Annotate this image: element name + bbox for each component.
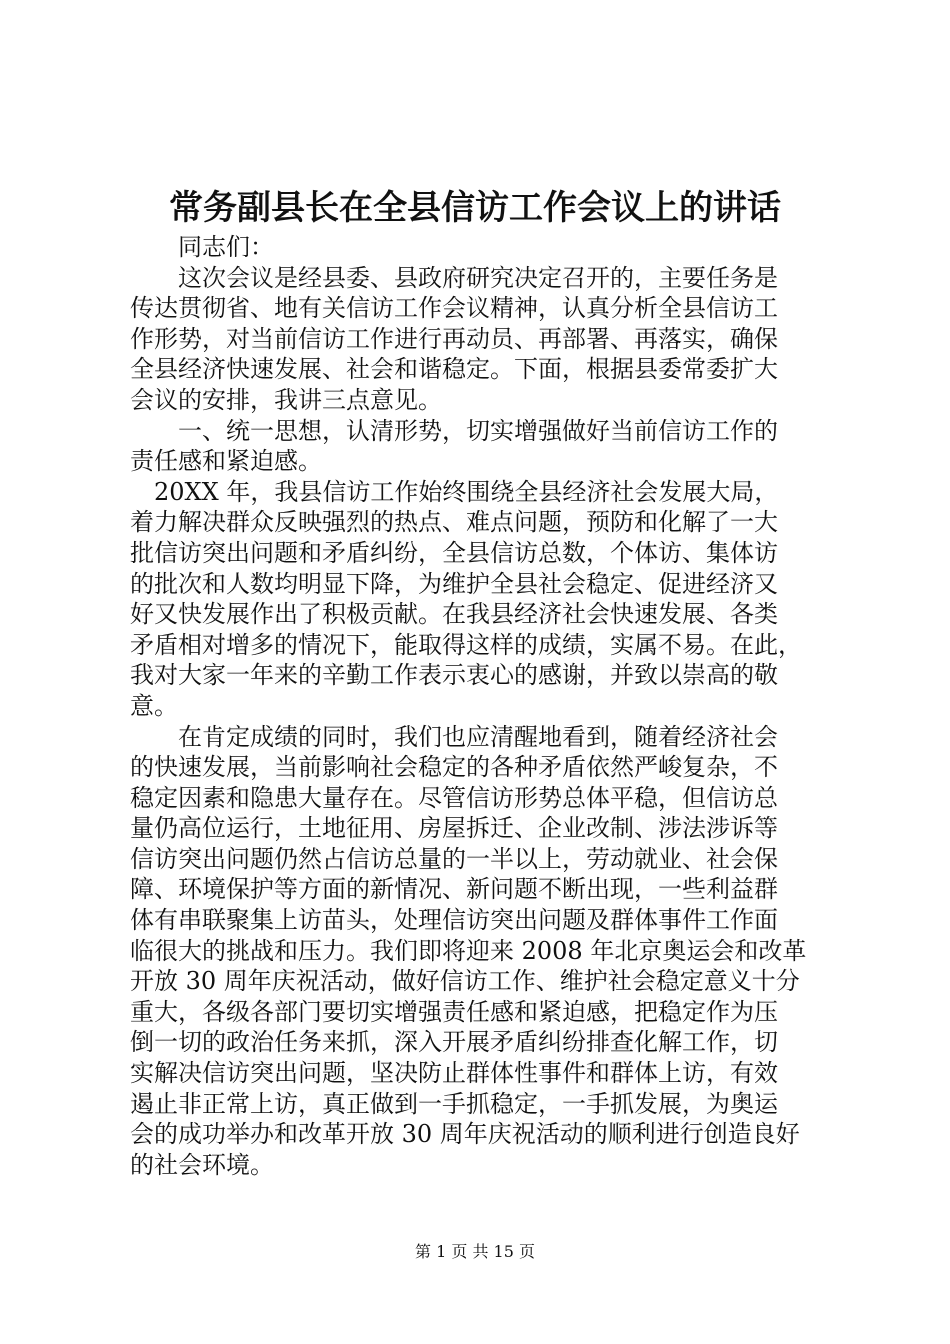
- text-line: 的社会环境。: [130, 1150, 274, 1179]
- text-line: 我对大家一年来的辛勤工作表示衷心的感谢，并致以崇高的敬: [130, 661, 778, 690]
- text-line: 会议的安排，我讲三点意见。: [130, 385, 442, 414]
- text-line: 体有串联聚集上访苗头，处理信访突出问题及群体事件工作面: [130, 906, 778, 935]
- text-line: 倒一切的政治任务来抓，深入开展矛盾纠纷排查化解工作，切: [130, 1028, 778, 1057]
- text-line: 意。: [130, 691, 178, 720]
- text-line: 传达贯彻省、地有关信访工作会议精神，认真分析全县信访工: [130, 294, 778, 323]
- text-line: 量仍高位运行，土地征用、房屋拆迁、企业改制、涉法涉诉等: [130, 814, 778, 843]
- text-line: 作形势，对当前信访工作进行再动员、再部署、再落实，确保: [130, 324, 778, 353]
- text-line: 着力解决群众反映强烈的热点、难点问题，预防和化解了一大: [130, 508, 778, 537]
- text-line: 遏止非正常上访，真正做到一手抓稳定，一手抓发展，为奥运: [130, 1089, 778, 1118]
- text-line: 责任感和紧迫感。: [130, 447, 322, 476]
- text-line: 实解决信访突出问题，坚决防止群体性事件和群体上访，有效: [130, 1059, 778, 1088]
- text-line: 信访突出问题仍然占信访总量的一半以上，劳动就业、社会保: [130, 844, 778, 873]
- text-line: 矛盾相对增多的情况下，能取得这样的成绩，实属不易。在此，: [130, 630, 802, 659]
- document-title: 常务副县长在全县信访工作会议上的讲话: [169, 188, 781, 228]
- text-line: 一、统一思想，认清形势，切实增强做好当前信访工作的: [130, 416, 778, 445]
- text-line: 的批次和人数均明显下降，为维护全县社会稳定、促进经济又: [130, 569, 778, 598]
- text-line: 好又快发展作出了积极贡献。在我县经济社会快速发展、各类: [130, 600, 778, 629]
- text-line: 障、环境保护等方面的新情况、新问题不断出现，一些利益群: [130, 875, 778, 904]
- text-line: 批信访突出问题和矛盾纠纷，全县信访总数，个体访、集体访: [130, 538, 778, 567]
- text-line: 在肯定成绩的同时，我们也应清醒地看到，随着经济社会: [130, 722, 778, 751]
- text-line: 会的成功举办和改革开放 30 周年庆祝活动的顺利进行创造良好: [130, 1120, 800, 1149]
- text-line: 同志们：: [130, 233, 274, 261]
- text-line: 20XX 年，我县信访工作始终围绕全县经济社会发展大局，: [130, 477, 779, 506]
- text-line: 开放 30 周年庆祝活动，做好信访工作、维护社会稳定意义十分: [130, 967, 800, 996]
- page-footer: [0, 1240, 950, 1264]
- page-number-label: 第 1 页 共 15 页: [415, 1242, 535, 1261]
- text-line: 全县经济快速发展、社会和谐稳定。下面，根据县委常委扩大: [130, 355, 778, 384]
- document-body: [130, 232, 830, 1180]
- text-line: 这次会议是经县委、县政府研究决定召开的，主要任务是: [130, 263, 778, 292]
- text-line: 重大，各级各部门要切实增强责任感和紧迫感，把稳定作为压: [130, 997, 778, 1026]
- text-line: 的快速发展，当前影响社会稳定的各种矛盾依然严峻复杂，不: [130, 753, 778, 782]
- text-line: 临很大的挑战和压力。我们即将迎来 2008 年北京奥运会和改革: [130, 936, 807, 965]
- text-line: 稳定因素和隐患大量存在。尽管信访形势总体平稳，但信访总: [130, 783, 778, 812]
